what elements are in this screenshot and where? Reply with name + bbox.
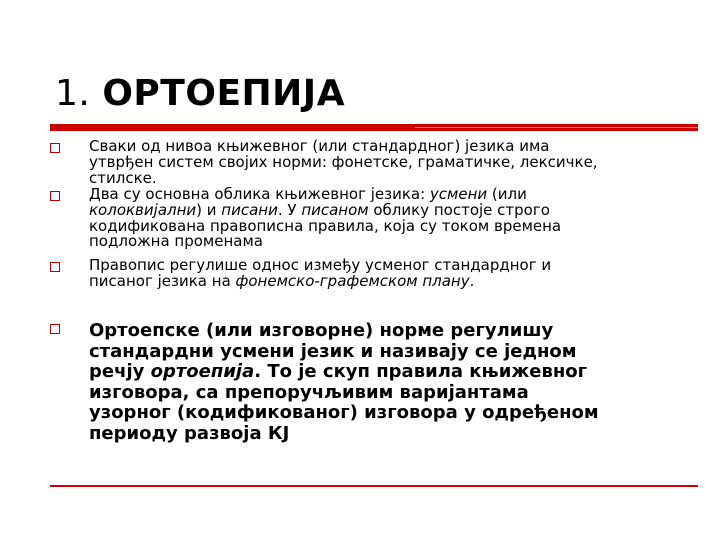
bullet-text-2 [89, 187, 689, 250]
text-run: подложна променама [89, 232, 263, 251]
title-underline-gray [415, 127, 698, 128]
text-run: периоду развоја КЈ [89, 422, 290, 444]
text-run: кодификована правописна правила, која су током времена [89, 216, 562, 235]
bullet-marker-3 [50, 257, 80, 277]
slide-title [55, 74, 345, 114]
italic-term: усмени [429, 185, 488, 203]
bullet-text-4 [89, 321, 689, 444]
text-run: Правопис регулише однос између усменог стандардног и [89, 256, 552, 274]
square-bullet-icon [50, 191, 60, 201]
text-run: стилске. [89, 168, 157, 187]
title-word: ОРТОЕПИЈА [102, 73, 346, 114]
text-run: речју [89, 361, 151, 382]
text-run: (или [487, 185, 527, 203]
title-underline [50, 124, 698, 131]
title-number: 1. [55, 73, 91, 114]
text-line [89, 424, 689, 445]
italic-term: ортоепија [150, 361, 255, 382]
text-run: узорног (кодификованог) изговора у одређеном [89, 402, 599, 423]
text-line [89, 234, 689, 250]
text-run: ) и [196, 200, 222, 219]
text-run: . [469, 271, 475, 290]
text-line [89, 271, 689, 290]
square-bullet-icon [50, 262, 60, 272]
bullet-marker-4 [50, 319, 80, 339]
text-run: писаног језика на [89, 271, 236, 290]
footer-rule [50, 485, 698, 487]
text-run: утврђен систем својих норми: фонетске, граматичке, лексичке, [89, 152, 598, 171]
italic-term: писани [221, 200, 278, 219]
text-line [89, 362, 689, 383]
text-line [89, 383, 689, 404]
bullet-marker-1 [50, 138, 80, 158]
italic-term: колоквијални [89, 200, 197, 219]
text-run: . У [277, 200, 302, 219]
text-run: Ортоепске (или изговорне) норме регулишу [89, 320, 554, 341]
text-run: Два су основна облика књижевног језика: [89, 185, 430, 203]
text-run: облику постоје строго [368, 200, 550, 219]
bullet-text-3 [89, 258, 689, 290]
text-run: стандардни усмени језик и називају се једном [89, 340, 577, 362]
square-bullet-icon [50, 324, 60, 334]
text-line [89, 403, 689, 424]
text-line [89, 342, 689, 363]
bullet-marker-2 [50, 186, 80, 206]
text-run: изговора, са препоручљивим варијантама [89, 381, 529, 403]
text-line [89, 152, 689, 171]
italic-term: писаном [301, 200, 369, 219]
text-run: Сваки од нивоа књижевног (или стандардног) језика има [89, 137, 550, 155]
bullet-text-1 [89, 139, 689, 186]
text-line [89, 321, 689, 342]
square-bullet-icon [50, 143, 60, 153]
text-run: . То је скуп правила књижевног [254, 361, 588, 382]
italic-term: фонемско-графемском плану [235, 271, 470, 290]
